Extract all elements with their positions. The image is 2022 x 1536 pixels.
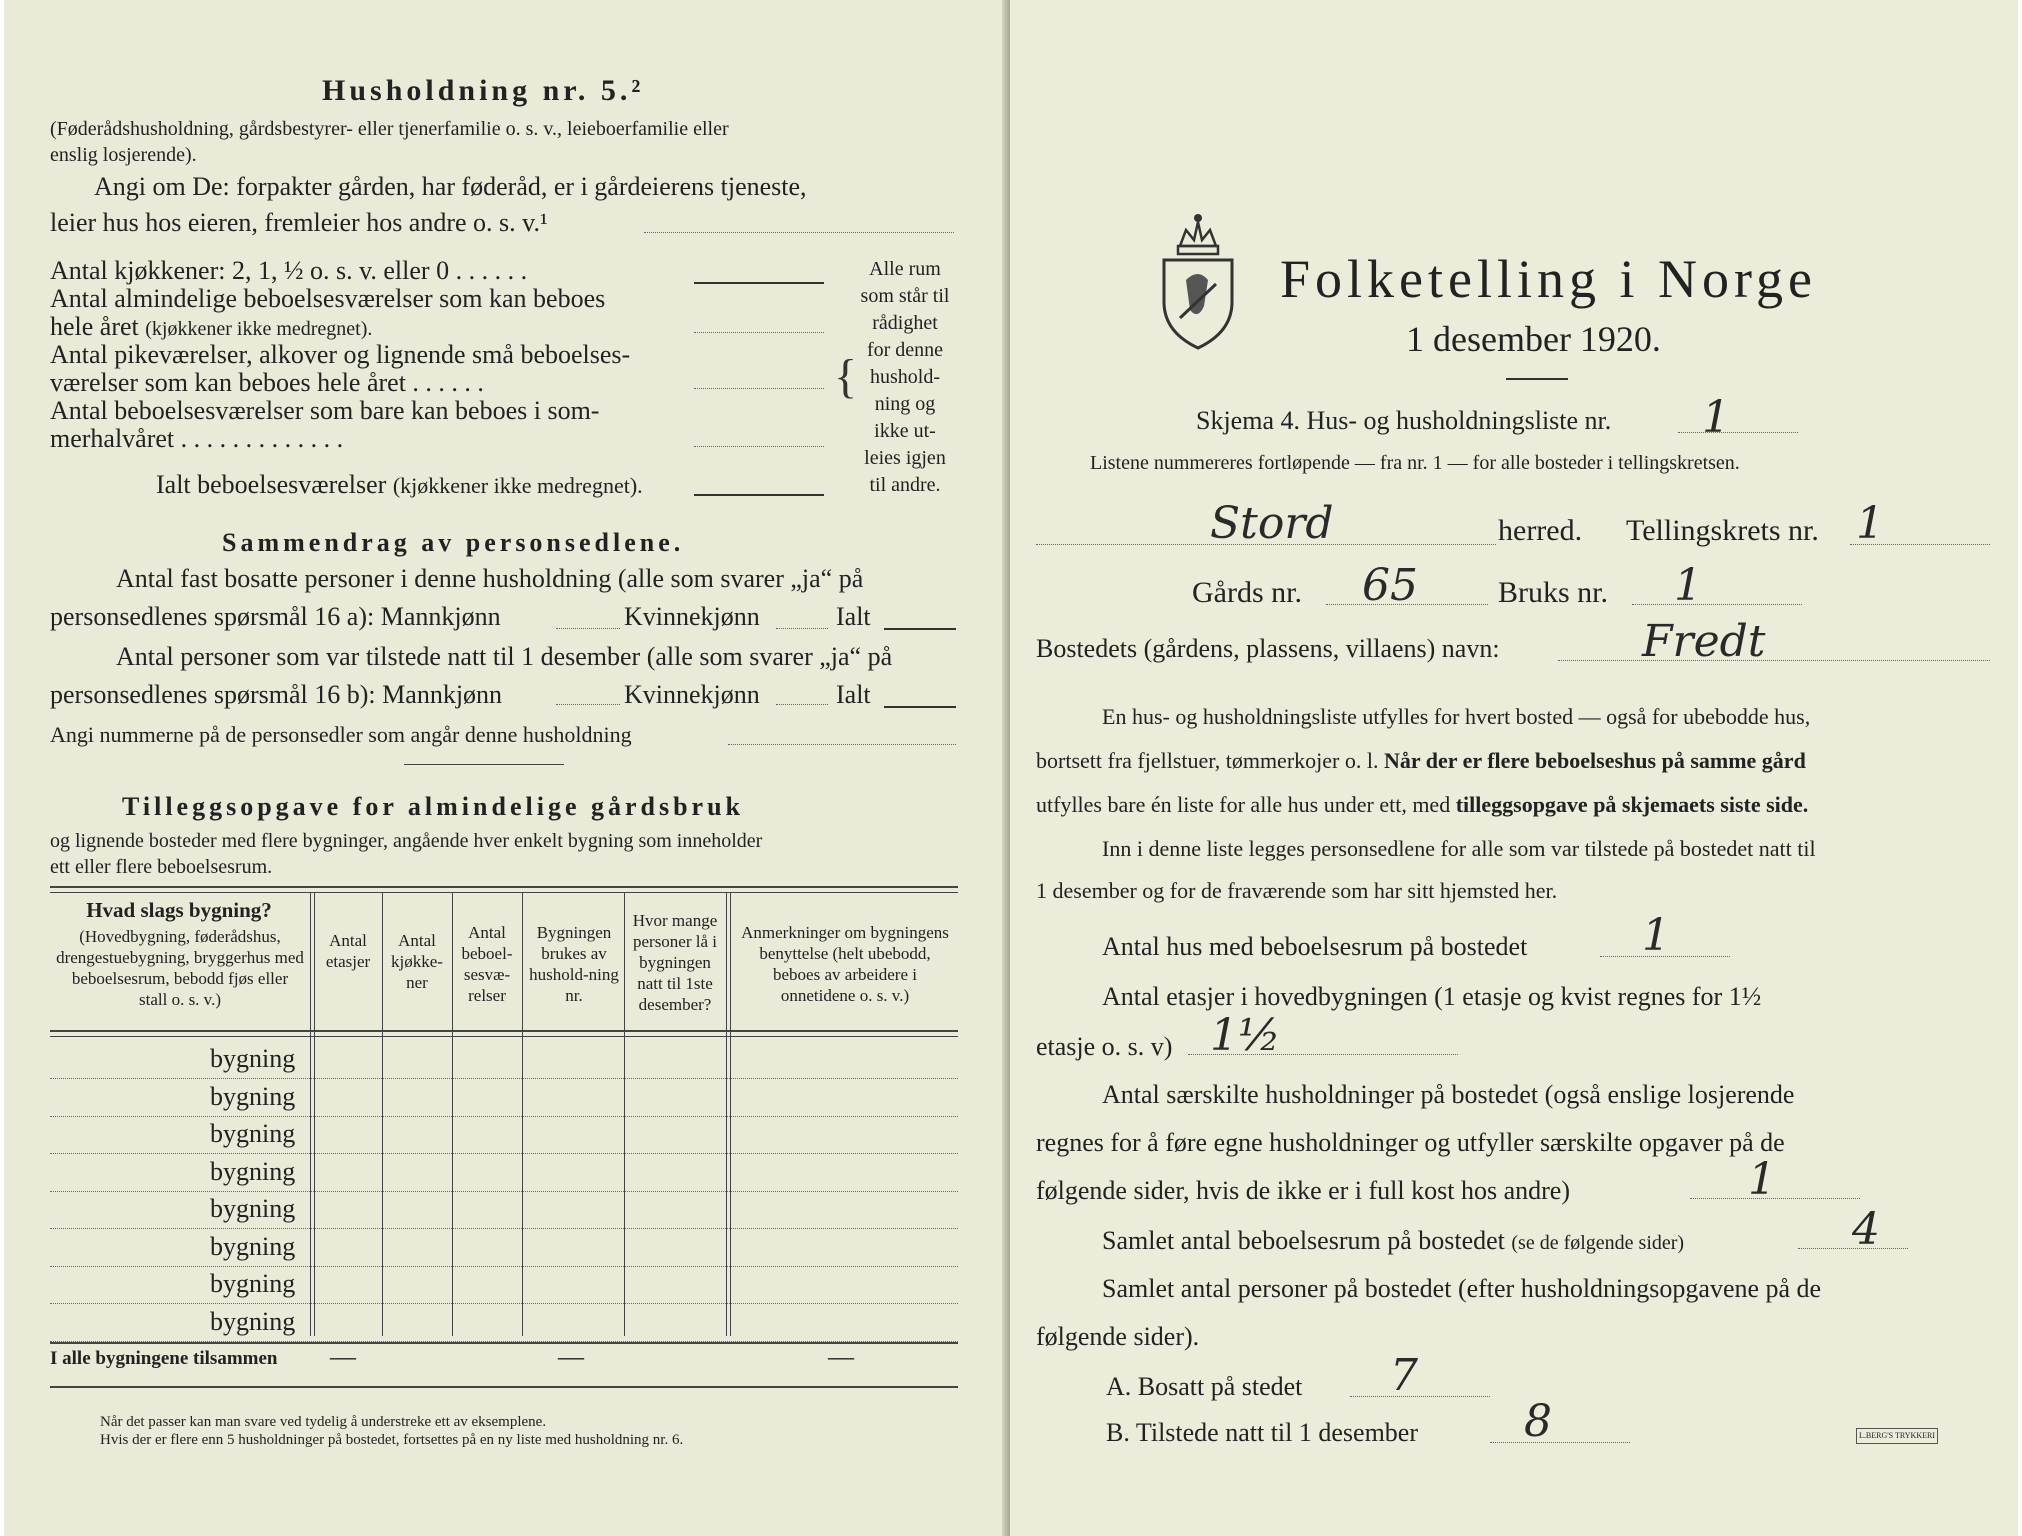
info-line-3a: utfylles bare én liste for alle hus under ett, med	[1036, 792, 1451, 817]
total-rooms-label	[1102, 1226, 1684, 1256]
krets-label: Tellingskrets nr.	[1626, 514, 1819, 547]
total-rooms-note: (kjøkkener ikke medregnet).	[392, 473, 643, 498]
inn-line-2: 1 desember og for de fraværende som har sitt hjemsted her.	[1036, 878, 1558, 903]
tillegg-title: Tilleggsopgave for almindelige gårdsbruk	[122, 792, 745, 821]
bosted-label: Bostedets (gårdens, plassens, villaens) navn:	[1036, 634, 1500, 663]
households-value: 1	[1748, 1154, 1776, 1205]
building-row-line	[50, 1078, 958, 1079]
header-remarks: Anmerkninger om bygningens benyttelse (helt ubebodd, beboes av arbeidere i onnetidene o. s. v.)	[741, 923, 949, 1005]
info-line-3	[1036, 792, 1808, 818]
present-female-label: Kvinnekjønn	[624, 680, 760, 709]
bosted-fill	[1558, 660, 1990, 661]
total-rooms-label-b: (se de følgende sider)	[1511, 1232, 1685, 1254]
side-note-line: leies igjen	[864, 447, 946, 469]
floors-line-1: Antal etasjer i hovedbygningen (1 etasje og kvist regnes for 1½	[1102, 982, 1762, 1011]
summer-rooms-2: merhalvåret . . . . . . . . . . . . .	[50, 424, 344, 453]
info-line-2a: bortsett fra fjellstuer, tømmerkojer o. l.	[1036, 748, 1379, 773]
norwegian-coat-of-arms-icon	[1158, 210, 1238, 352]
residents-label: A. Bosatt på stedet	[1106, 1372, 1303, 1401]
kitchens-fill	[694, 282, 824, 284]
bruks-label: Bruks nr.	[1498, 576, 1609, 609]
bruks-value: 1	[1674, 560, 1702, 611]
footnote-1: Når det passer kan man svare ved tydelig å understreke ett av eksemplene.	[100, 1414, 547, 1430]
residents-value: 7	[1390, 1350, 1418, 1401]
krets-value: 1	[1856, 498, 1884, 549]
title-rule	[1506, 378, 1568, 380]
gards-label: Gårds nr.	[1192, 576, 1302, 609]
side-note	[850, 256, 960, 499]
building-row-label: bygning	[210, 1306, 296, 1336]
info-line-2	[1036, 748, 1806, 774]
fast-male-fill	[556, 628, 620, 629]
total-rooms-fill	[694, 494, 824, 496]
intro-text: (Føderådshusholdning, gårdsbestyrer- eller tjenerfamilie o. s. v., leieboerfamilie eller	[50, 118, 729, 140]
bosted-value: Fredt	[1642, 616, 1766, 667]
side-note-line: Alle rum	[869, 258, 941, 280]
herred-value: Stord	[1210, 498, 1334, 549]
total-rooms-value: 4	[1852, 1204, 1880, 1255]
building-row-label: bygning	[210, 1269, 296, 1298]
angi-fill-line	[644, 232, 954, 233]
building-row-label: bygning	[210, 1119, 296, 1148]
side-note-line: som står til	[860, 285, 950, 307]
main-title: Folketelling i Norge	[1280, 249, 1817, 309]
section-divider	[404, 764, 564, 765]
fast-line-1: Antal fast bosatte personer i denne husholdning (alle som svarer „ja“ på	[116, 564, 864, 593]
census-date: 1 desember 1920.	[1406, 319, 1661, 359]
building-row-label: bygning	[210, 1156, 296, 1186]
info-line-1: En hus- og husholdningsliste utfylles for hvert bosted — også for ubebodde hus,	[1102, 704, 1811, 729]
building-row-label: bygning	[210, 1231, 296, 1261]
present-total-fill	[884, 706, 956, 708]
building-row-label: bygning	[210, 1081, 296, 1111]
total-row-label: I alle bygningene tilsammen	[50, 1348, 278, 1369]
present-label: B. Tilstede natt til 1 desember	[1106, 1418, 1418, 1447]
total-remarks-dash: —	[828, 1342, 854, 1371]
building-table	[50, 886, 958, 1396]
side-note-line: ikke ut-	[874, 420, 936, 442]
header-persons: Hvor mange personer lå i bygningen natt til 1ste desember?	[632, 911, 718, 1014]
household-title: Husholdning nr. 5.²	[322, 74, 645, 107]
floors-line-2: etasje o. s. v)	[1036, 1032, 1173, 1061]
side-note-line: til andre.	[869, 474, 941, 496]
right-page	[1010, 0, 2018, 1536]
info-line-2b: Når der er flere beboelseshus på samme gård	[1383, 748, 1806, 773]
building-row-label: bygning	[210, 1044, 296, 1073]
maid-rooms-1: Antal pikeværelser, alkover og lignende små beboelses-	[50, 340, 631, 369]
printer-stamp: L.BERG'S TRYKKERI	[1856, 1428, 1938, 1444]
header-building-examples: (Hovedbygning, føderådshus, drengestuebygning, bryggerhus med beboelsesrum, bebodd fjøs eller stall o. s. v.)	[56, 927, 304, 1009]
ordinary-rooms-2	[50, 312, 372, 342]
tillegg-text-2: ett eller flere beboelsesrum.	[50, 856, 273, 878]
angi-line-2: leier hus hos eieren, fremleier hos andre o. s. v.¹	[50, 208, 548, 237]
side-note-line: hushold-	[870, 366, 940, 388]
header-household: Bygningen brukes av hushold-ning nr.	[529, 923, 619, 1005]
present-line-2: personsedlenes spørsmål 16 b): Mannkjønn	[50, 680, 503, 709]
intro-text-2: enslig losjerende).	[50, 144, 197, 166]
households-line-1: Antal særskilte husholdninger på bostedet (også enslige losjerende	[1102, 1080, 1795, 1109]
herred-label: herred.	[1498, 514, 1583, 547]
person-numbers-fill	[728, 744, 956, 745]
schema-label: Skjema 4. Hus- og husholdningsliste nr.	[1196, 406, 1612, 435]
ordinary-rooms-fill	[694, 332, 824, 333]
header-building-type: Hvad slags bygning?	[86, 898, 272, 922]
total-rooms	[156, 470, 643, 500]
fast-total-fill	[884, 628, 956, 630]
summary-title: Sammendrag av personsedlene.	[222, 528, 685, 557]
houses-label: Antal hus med beboelsesrum på bostedet	[1102, 932, 1528, 961]
maid-rooms-2: værelser som kan beboes hele året . . . . . .	[50, 368, 484, 397]
angi-line-1: Angi om De: forpakter gården, har føderåd, er i gårdeierens tjeneste,	[94, 172, 807, 201]
total-floors-dash: —	[330, 1342, 356, 1371]
present-line-1: Antal personer som var tilstede natt til 1 desember (alle som svarer „ja“ på	[116, 642, 893, 671]
floors-value: 1½	[1210, 1010, 1281, 1061]
info-line-3b: tilleggsopgave på skjemaets siste side.	[1455, 792, 1809, 817]
residents-fill	[1350, 1396, 1490, 1397]
schema-value: 1	[1702, 392, 1730, 443]
tillegg-text-1: og lignende bosteder med flere bygninger, angående hver enkelt bygning som inneholder	[50, 830, 763, 852]
present-value: 8	[1524, 1396, 1552, 1447]
header-rooms: Antal beboel-sesvæ-relser	[461, 923, 513, 1005]
numbering-note: Listene nummereres fortløpende — fra nr. 1 — for alle bosteder i tellingskretsen.	[1090, 452, 1740, 474]
present-female-fill	[776, 704, 828, 705]
side-note-line: rådighet	[872, 312, 938, 334]
kitchens-label: Antal kjøkkener: 2, 1, ½ o. s. v. eller 0 . . . . . .	[50, 256, 528, 285]
ordinary-rooms-2a: hele året	[50, 312, 139, 341]
total-household-dash: —	[558, 1342, 584, 1371]
side-note-line: ning og	[874, 393, 936, 415]
summer-rooms-1: Antal beboelsesværelser som bare kan beboes i som-	[50, 396, 600, 425]
header-floors: Antal etasjer	[325, 931, 371, 971]
total-persons-line-2: følgende sider).	[1036, 1322, 1200, 1351]
fast-line-2: personsedlenes spørsmål 16 a): Mannkjønn	[50, 602, 501, 631]
houses-value: 1	[1642, 910, 1670, 961]
building-row-line	[50, 1153, 958, 1154]
header-kitchens: Antal kjøkke-ner	[391, 931, 443, 992]
present-fill	[1490, 1442, 1630, 1443]
present-male-fill	[556, 704, 620, 705]
fast-female-fill	[776, 628, 828, 629]
left-page	[4, 0, 1010, 1536]
brace: {	[834, 350, 858, 403]
total-rooms-label-a: Samlet antal beboelsesrum på bostedet	[1102, 1226, 1505, 1255]
total-persons-line-1: Samlet antal personer på bostedet (efter husholdningsopgavene på de	[1102, 1274, 1822, 1303]
maid-rooms-fill	[694, 388, 824, 389]
building-row-label: bygning	[210, 1194, 296, 1223]
building-row-line	[50, 1303, 958, 1304]
ordinary-rooms-2b: (kjøkkener ikke medregnet).	[145, 318, 373, 340]
total-rooms-label: Ialt beboelsesværelser	[156, 470, 387, 499]
side-note-line: for denne	[866, 339, 944, 361]
schema-fill	[1678, 432, 1798, 433]
building-row-line	[50, 1266, 958, 1267]
bruks-fill	[1632, 604, 1802, 605]
fast-total-label: Ialt	[836, 602, 871, 631]
footnote-2: Hvis der er flere enn 5 husholdninger på bostedet, fortsettes på en ny liste med husholdning nr. 6.	[100, 1432, 684, 1448]
households-line-3: følgende sider, hvis de ikke er i full kost hos andre)	[1036, 1176, 1570, 1205]
person-numbers-label: Angi nummerne på de personsedler som angår denne husholdning	[50, 722, 632, 747]
building-row-line	[50, 1191, 958, 1192]
present-total-label: Ialt	[836, 680, 871, 709]
fast-female-label: Kvinnekjønn	[624, 602, 760, 631]
summer-rooms-fill	[694, 446, 824, 447]
ordinary-rooms-1: Antal almindelige beboelsesværelser som kan beboes	[50, 284, 606, 313]
building-row-line	[50, 1228, 958, 1229]
building-row-line	[50, 1116, 958, 1117]
households-line-2: regnes for å føre egne husholdninger og utfyller særskilte opgaver på de	[1036, 1128, 1785, 1157]
inn-line-1: Inn i denne liste legges personsedlene for alle som var tilstede på bostedet natt til	[1102, 836, 1816, 861]
gards-value: 65	[1362, 560, 1418, 611]
